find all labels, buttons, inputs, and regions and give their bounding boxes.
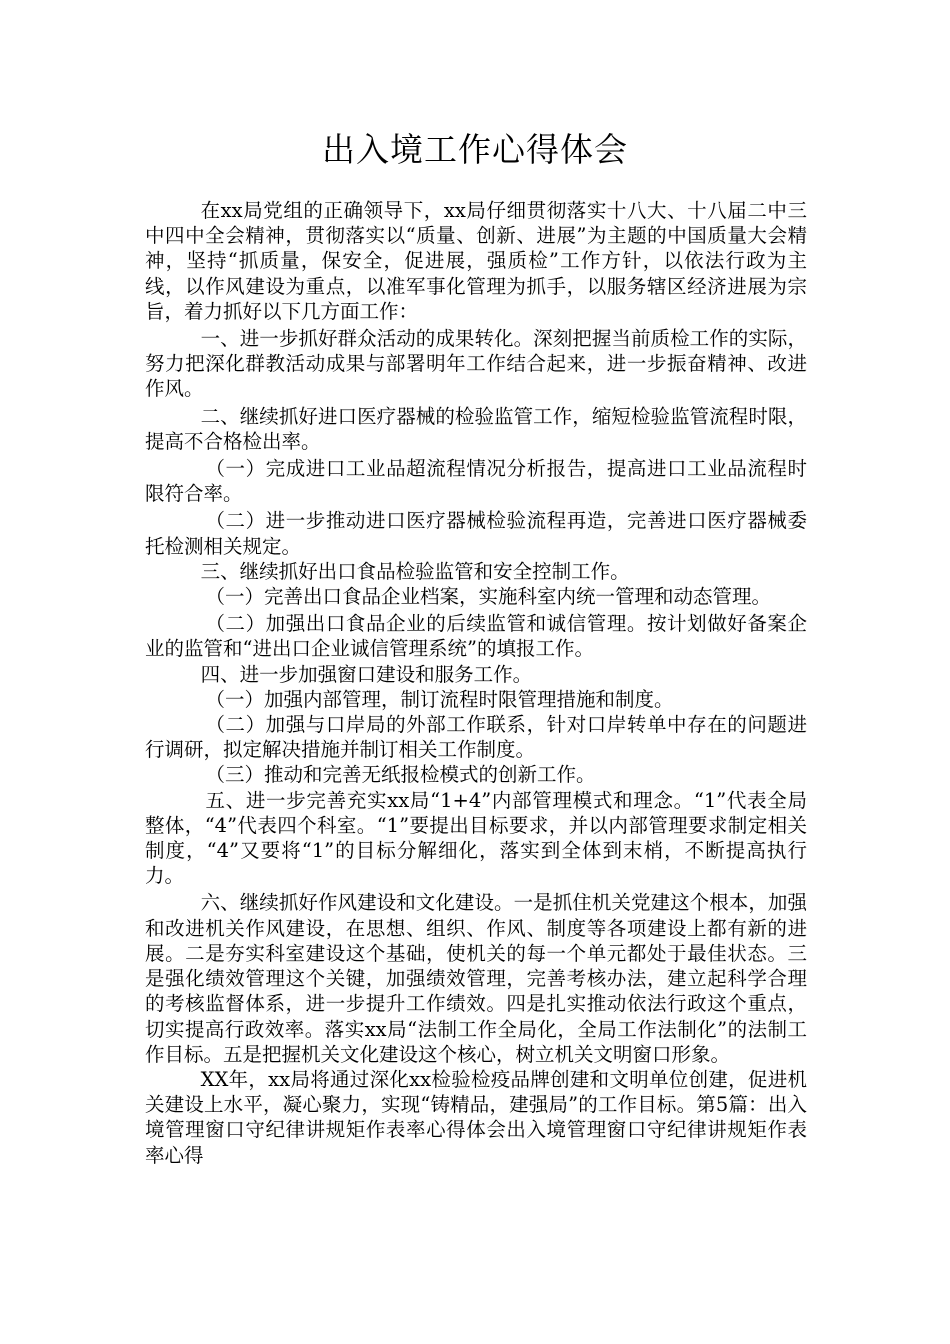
section-6-paragraph: 六、继续抓好作风建设和文化建设。一是抓住机关党建这个根本，加强和改进机关作风建设，在思想、组织、作风、制度等各项建设上都有新的进展。二是夯实科室建设这个基础，使机关的每一个单元都处于最佳状态。三是强化绩效管理这个关键，加强绩效管理，完善考核办法，建立起科学合理的考核监督体系，进一步提升工作绩效。四是扎实推动依法行政这个重点，切实提高行政效率。落实xx局“法制工作全局化，全局工作法制化”的法制工作目标。五是把握机关文化建设这个核心，树立机关文明窗口形象。 [145, 891, 807, 1066]
section-2-item-2: （二）进一步推动进口医疗器械检验流程再造，完善进口医疗器械委托检测相关规定。 [145, 509, 807, 558]
section-2-item-1: （一）完成进口工业品超流程情况分析报告，提高进口工业品流程时限符合率。 [145, 457, 807, 506]
section-4-item-3: （三）推动和完善无纸报检模式的创新工作。 [205, 763, 596, 787]
document-body [145, 198, 807, 1168]
closing-paragraph: XX年，xx局将通过深化xx检验检疫品牌创建和文明单位创建，促进机关建设上水平，凝心聚力，实现“铸精品，建强局”的工作目标。第5篇：出入境管理窗口守纪律讲规矩作表率心得体会出入境管理窗口守纪律讲规矩作表率心得 [145, 1067, 807, 1167]
section-2-paragraph: 二、继续抓好进口医疗器械的检验监管工作，缩短检验监管流程时限，提高不合格检出率。 [145, 404, 807, 453]
document-title: 出入境工作心得体会 [322, 130, 628, 169]
section-3-paragraph: 三、继续抓好出口食品检验监管和安全控制工作。 [200, 559, 630, 583]
section-3-item-2: （二）加强出口食品企业的后续监管和诚信管理。按计划做好备案企业的监管和“进出口企业诚信管理系统”的填报工作。 [145, 612, 807, 661]
section-4-paragraph: 四、进一步加强窗口建设和服务工作。 [200, 662, 533, 686]
section-4-item-2: （二）加强与口岸局的外部工作联系，针对口岸转单中存在的问题进行调研，拟定解决措施并制订相关工作制度。 [145, 713, 807, 762]
section-4-item-1: （一）加强内部管理，制订流程时限管理措施和制度。 [205, 687, 674, 711]
section-1-paragraph: 一、进一步抓好群众活动的成果转化。深刻把握当前质检工作的实际，努力把深化群教活动成果与部署明年工作结合起来，进一步振奋精神、改进作风。 [145, 327, 807, 401]
section-5-paragraph: 五、进一步完善充实xx局“1+4”内部管理模式和理念。“1”代表全局整体，“4”代表四个科室。“1”要提出目标要求，并以内部管理要求制定相关制度，“4”又要将“1”的目标分解细化，落实到全体到末梢，不断提高执行力。 [145, 788, 807, 888]
section-3-item-1: （一）完善出口食品企业档案，实施科室内统一管理和动态管理。 [205, 585, 771, 609]
intro-paragraph: 在xx局党组的正确领导下，xx局仔细贯彻落实十八大、十八届二中三中四中全会精神，贯彻落实以“质量、创新、进展”为主题的中国质量大会精神，坚持“抓质量，保安全，促进展，强质检”工作方针，以依法行政为主线，以作风建设为重点，以准军事化管理为抓手，以服务辖区经济进展为宗旨，着力抓好以下几方面工作： [145, 199, 807, 323]
